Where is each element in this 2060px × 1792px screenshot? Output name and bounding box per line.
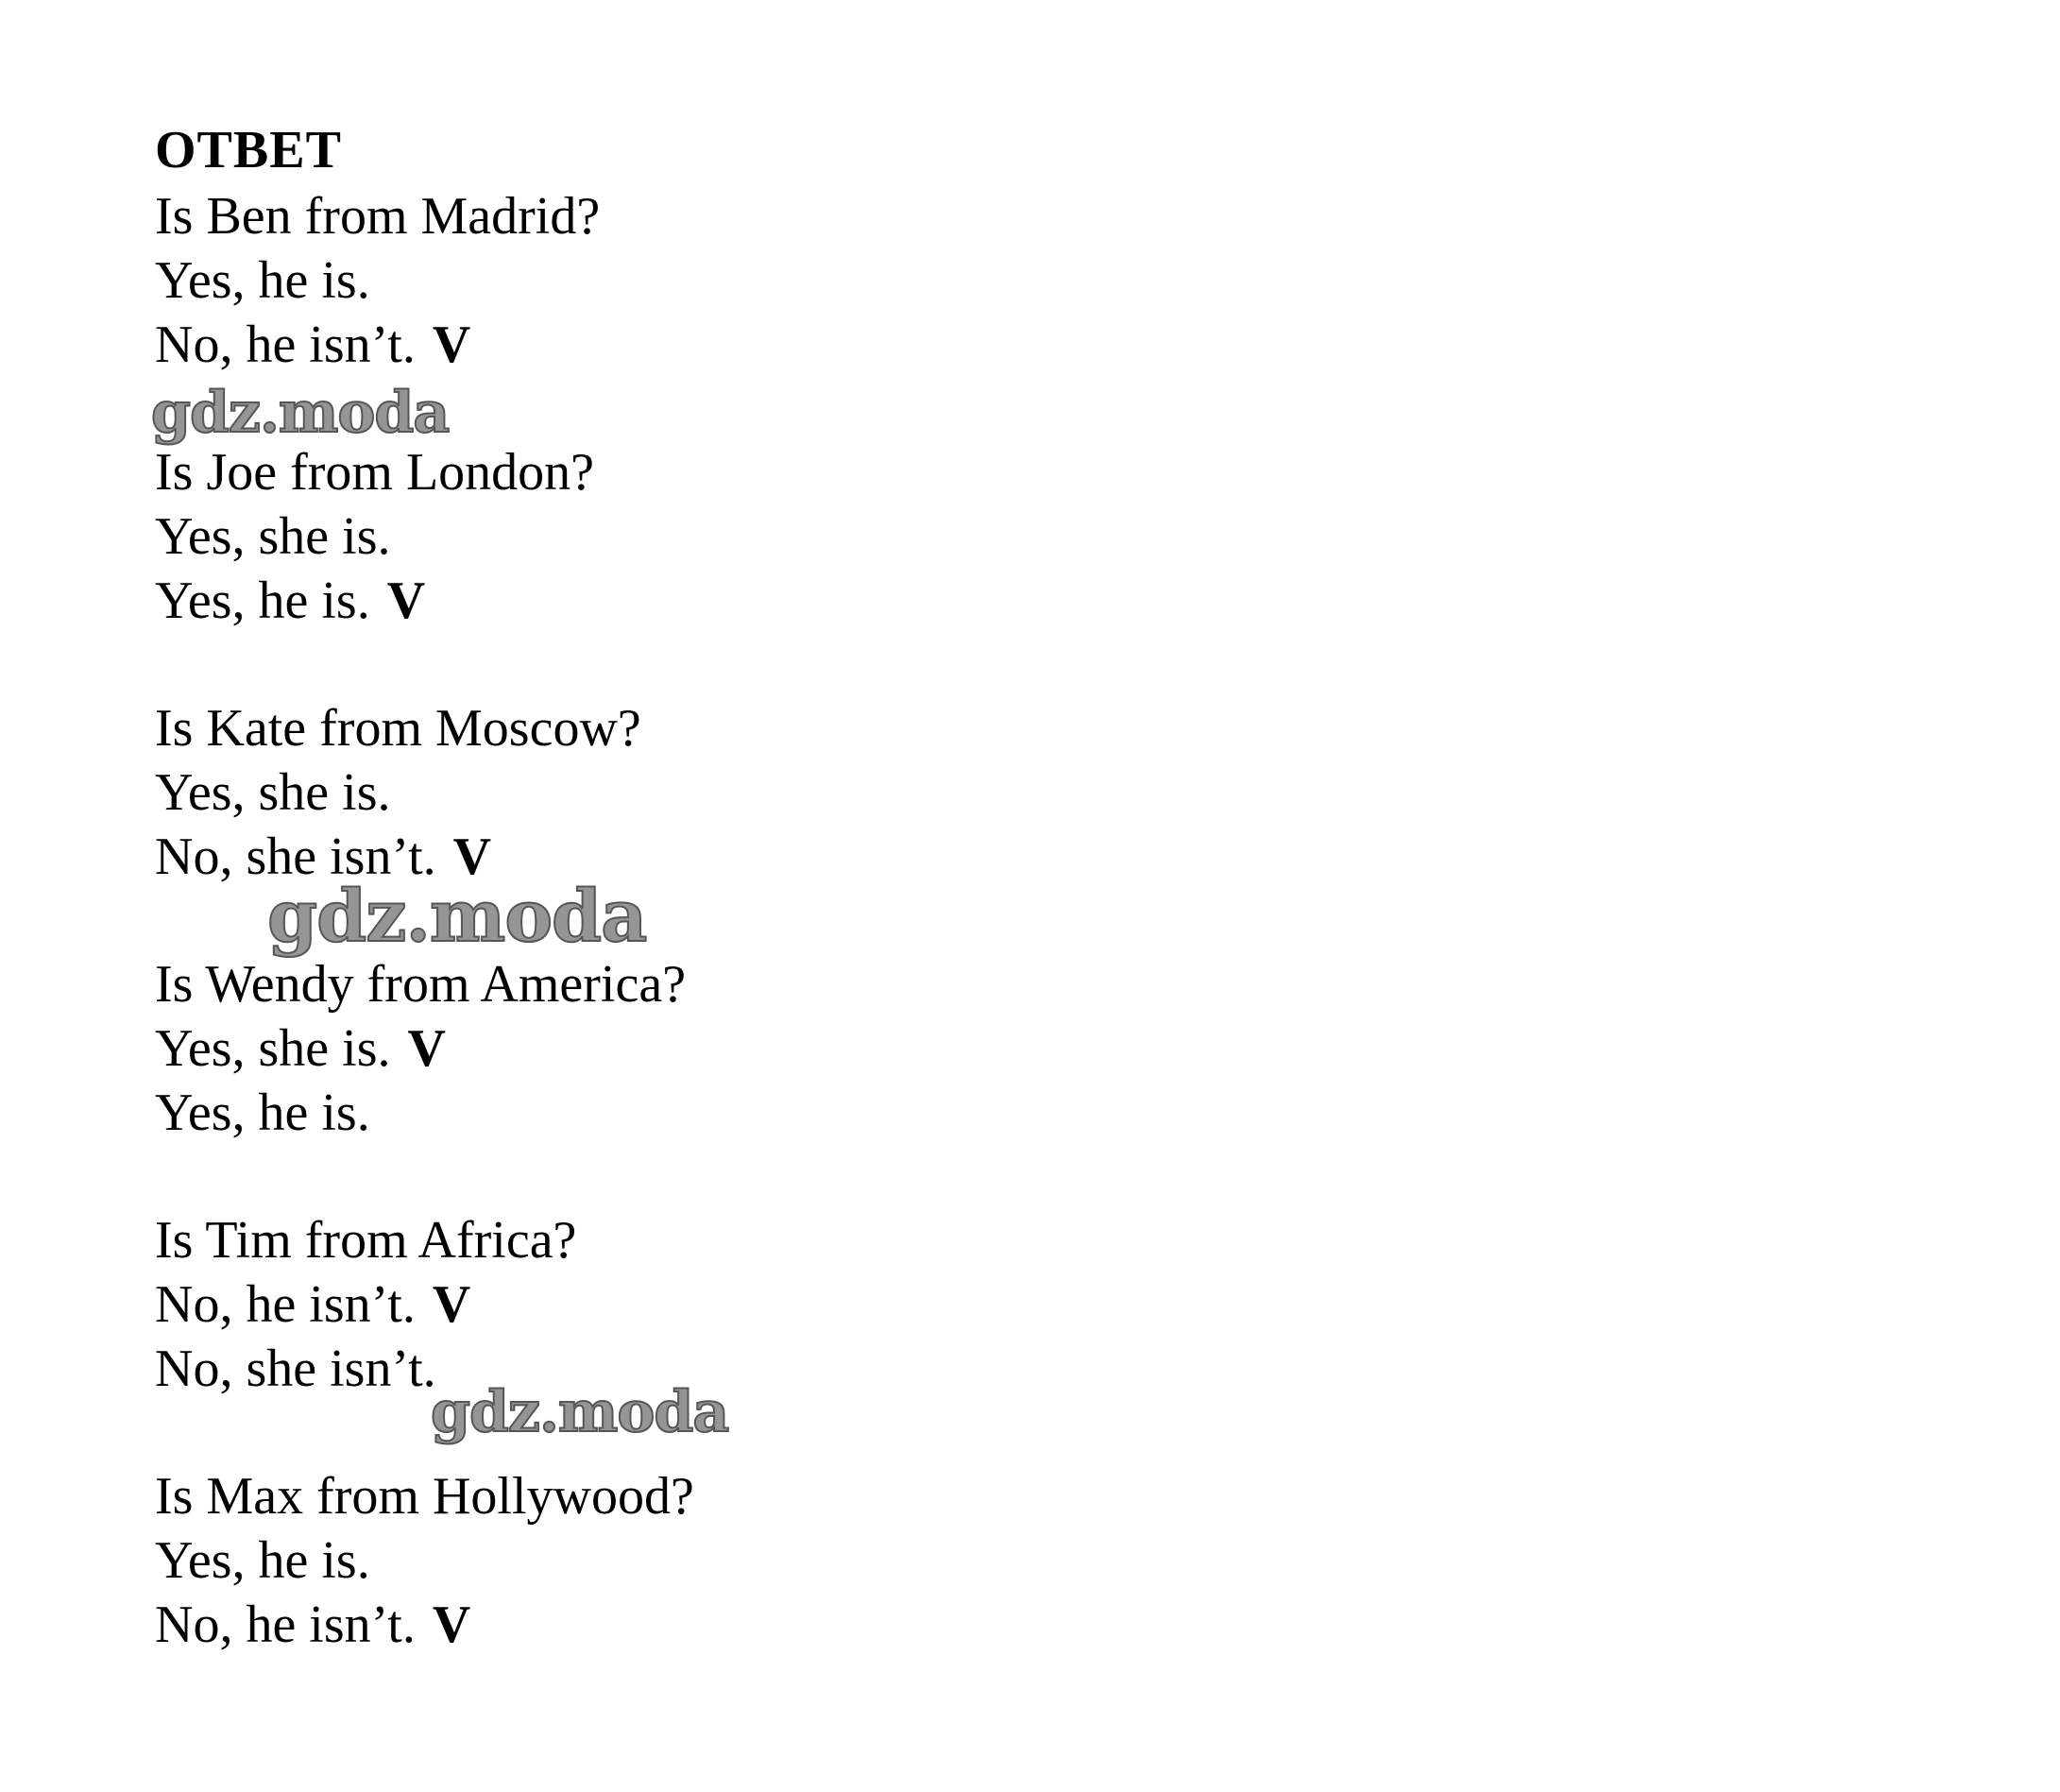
- answer-option-checked: No, he isn’t. V: [155, 316, 471, 374]
- check-mark: V: [432, 1596, 471, 1654]
- answer-option-checked: No, he isn’t. V: [155, 1275, 471, 1334]
- question-tim: Is Tim from Africa?: [155, 1211, 577, 1270]
- check-mark: V: [386, 572, 426, 630]
- check-mark: V: [452, 828, 492, 886]
- answer-option: Yes, he is.: [155, 1084, 370, 1142]
- answer-option-checked: Yes, she is. V: [155, 1019, 446, 1078]
- question-ben: Is Ben from Madrid?: [155, 187, 601, 246]
- page-title: ОТВЕТ: [155, 121, 342, 179]
- answer-option: Yes, she is.: [155, 507, 391, 566]
- watermark-logo: gdz.moda: [151, 380, 450, 446]
- question-kate: Is Kate from Moscow?: [155, 699, 641, 758]
- answer-option: No, she isn’t.: [155, 1340, 436, 1398]
- watermark-logo: gdz.moda: [267, 874, 647, 958]
- watermark-logo: gdz.moda: [431, 1379, 729, 1445]
- answer-option: Yes, he is.: [155, 251, 370, 310]
- answer-option-checked: Yes, he is. V: [155, 572, 426, 630]
- question-max: Is Max from Hollywood?: [155, 1467, 694, 1526]
- answer-option-checked: No, he isn’t. V: [155, 1596, 471, 1654]
- question-joe: Is Joe from London?: [155, 443, 595, 502]
- check-mark: V: [407, 1019, 446, 1078]
- question-wendy: Is Wendy from America?: [155, 955, 687, 1014]
- check-mark: V: [432, 316, 471, 374]
- answer-option: Yes, she is.: [155, 763, 391, 822]
- answer-option-checked: No, she isn’t. V: [155, 828, 492, 886]
- check-mark: V: [432, 1275, 471, 1334]
- answer-option: Yes, he is.: [155, 1531, 370, 1590]
